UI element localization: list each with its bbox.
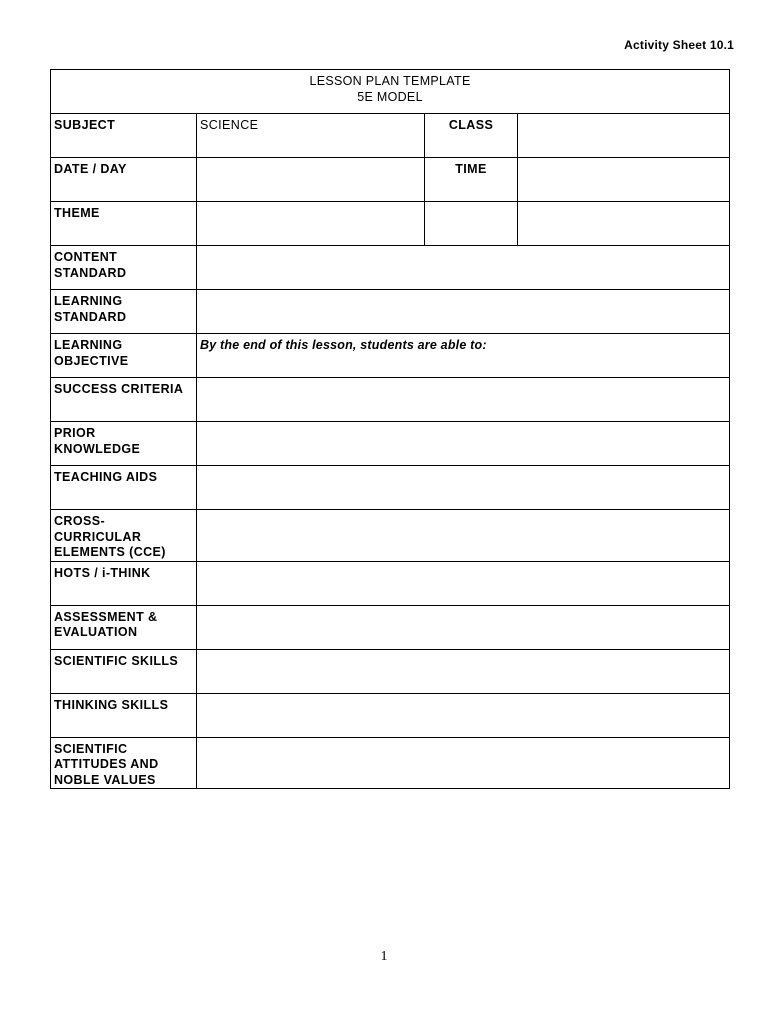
assessment-label-line-2: EVALUATION bbox=[54, 625, 138, 639]
scientific-attitudes-label-line-2: ATTITUDES AND bbox=[54, 757, 159, 771]
subject-label: SUBJECT bbox=[51, 114, 197, 158]
assessment-label-line-1: ASSESSMENT & bbox=[54, 609, 158, 624]
cce-label bbox=[51, 510, 197, 562]
assessment-label bbox=[51, 605, 197, 649]
table-title-line-2: 5E MODEL bbox=[357, 89, 423, 104]
cce-label-line-1: CROSS- bbox=[54, 514, 106, 528]
scientific-skills-label: SCIENTIFIC SKILLS bbox=[51, 649, 197, 693]
prior-knowledge-label-line-2: KNOWLEDGE bbox=[54, 441, 141, 456]
activity-sheet-label: Activity Sheet 10.1 bbox=[624, 38, 734, 52]
teaching-aids-label: TEACHING AIDS bbox=[51, 466, 197, 510]
scientific-skills-field[interactable] bbox=[197, 649, 730, 693]
theme-label: THEME bbox=[51, 202, 197, 246]
scientific-attitudes-label-line-3: NOBLE VALUES bbox=[54, 772, 156, 787]
content-standard-field[interactable] bbox=[197, 246, 730, 290]
learning-objective-label-line-2: OBJECTIVE bbox=[54, 353, 129, 368]
learning-standard-label-line-2: STANDARD bbox=[54, 309, 127, 324]
time-label: TIME bbox=[425, 158, 518, 202]
lesson-plan-table bbox=[50, 69, 730, 789]
scientific-attitudes-field[interactable] bbox=[197, 737, 730, 789]
learning-standard-label-line-1: LEARNING bbox=[54, 294, 123, 308]
content-standard-label-line-1: CONTENT bbox=[54, 250, 118, 264]
success-criteria-label: SUCCESS CRITERIA bbox=[51, 378, 197, 422]
date-day-field[interactable] bbox=[197, 158, 425, 202]
date-day-label: DATE / DAY bbox=[51, 158, 197, 202]
assessment-field[interactable] bbox=[197, 605, 730, 649]
learning-objective-label-line-1: LEARNING bbox=[54, 338, 123, 352]
success-criteria-field[interactable] bbox=[197, 378, 730, 422]
hots-label: HOTS / i-THINK bbox=[51, 561, 197, 605]
learning-objective-field[interactable]: By the end of this lesson, students are able to: bbox=[197, 334, 730, 378]
subject-field[interactable]: SCIENCE bbox=[197, 114, 425, 158]
class-field[interactable] bbox=[518, 114, 730, 158]
prior-knowledge-label-line-1: PRIOR bbox=[54, 426, 96, 440]
time-field[interactable] bbox=[518, 158, 730, 202]
content-standard-label bbox=[51, 246, 197, 290]
theme-extra-field[interactable] bbox=[518, 202, 730, 246]
thinking-skills-field[interactable] bbox=[197, 693, 730, 737]
table-title-line-1: LESSON PLAN TEMPLATE bbox=[309, 74, 471, 88]
cce-field[interactable] bbox=[197, 510, 730, 562]
scientific-attitudes-label bbox=[51, 737, 197, 789]
learning-standard-label bbox=[51, 290, 197, 334]
hots-field[interactable] bbox=[197, 561, 730, 605]
content-standard-label-line-2: STANDARD bbox=[54, 265, 127, 280]
thinking-skills-label: THINKING SKILLS bbox=[51, 693, 197, 737]
teaching-aids-field[interactable] bbox=[197, 466, 730, 510]
theme-field[interactable] bbox=[197, 202, 425, 246]
prior-knowledge-label bbox=[51, 422, 197, 466]
class-label: CLASS bbox=[425, 114, 518, 158]
cce-label-line-2: CURRICULAR bbox=[54, 529, 142, 544]
learning-standard-field[interactable] bbox=[197, 290, 730, 334]
table-title bbox=[51, 70, 730, 114]
page-number: 1 bbox=[380, 949, 388, 964]
scientific-attitudes-label-line-1: SCIENTIFIC bbox=[54, 741, 128, 756]
theme-extra-cell[interactable] bbox=[425, 202, 518, 246]
learning-objective-label bbox=[51, 334, 197, 378]
prior-knowledge-field[interactable] bbox=[197, 422, 730, 466]
cce-label-line-3: ELEMENTS (CCE) bbox=[54, 545, 166, 559]
